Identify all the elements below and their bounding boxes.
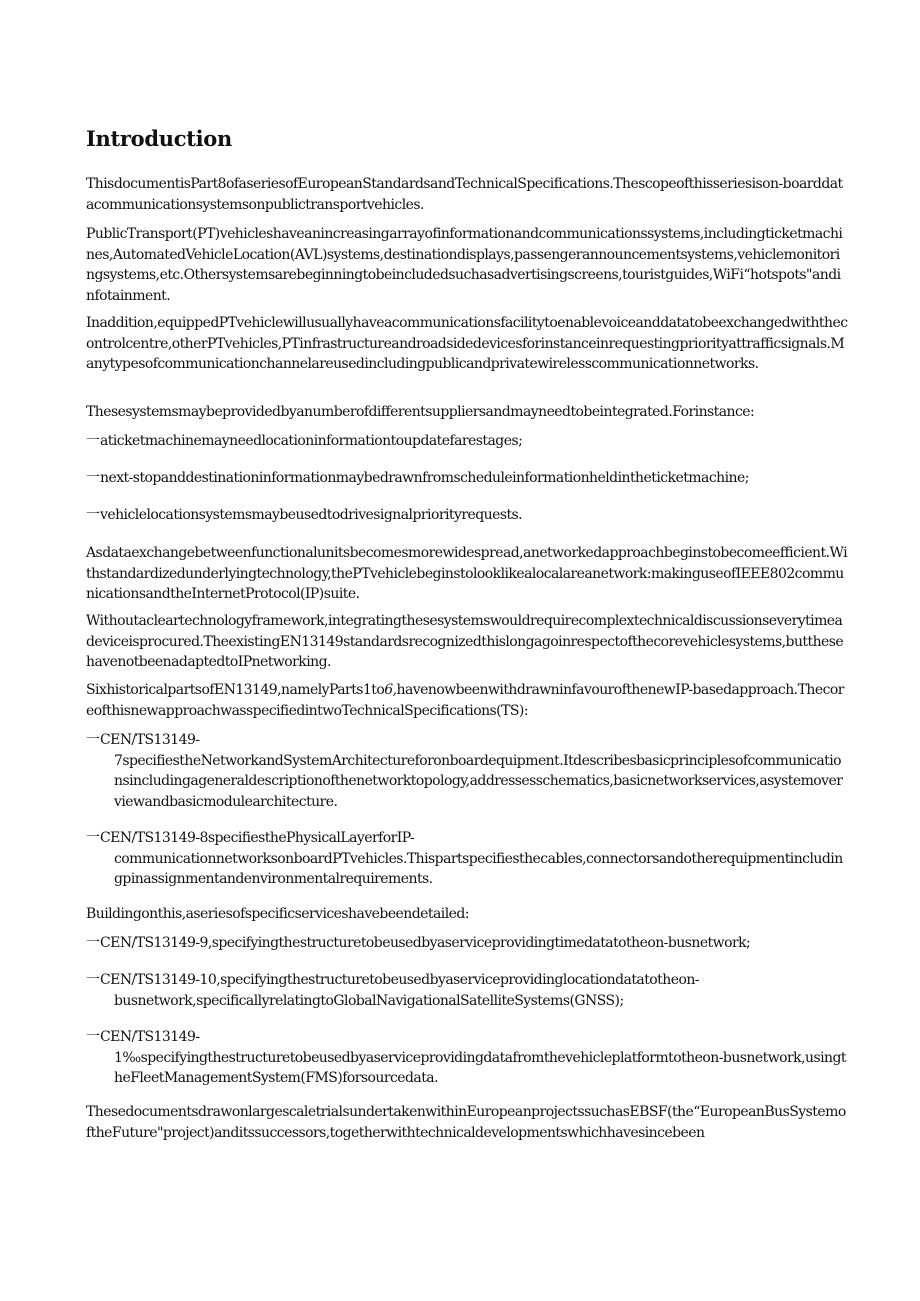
list-item-text: busnetwork,specificallyrelatingtoGlobalNavigationalSatelliteSystems(GNSS); — [114, 992, 624, 1009]
paragraph-pt-systems: PublicTransport(PT)vehicleshaveanincreasingarrayofinformationandcommunicationssystems,includingticketmachines,AutomatedVehicleLocation(AVL)systems,destinationdisplays,passengerannouncementsystems,vehiclemonitoringsystems,etc.Othersystemsarebeginningtobeincludedsuchasadvertisingscreens,touristguides,WiFi“hotspots"andinfotainment. — [86, 226, 843, 304]
list-item-text: 1‰specifyingthestructuretobeusedbyaserviceprovidingdatafromthevehicleplatformtotheon-busnetwork,usingtheFleetManagementSystem(FMS)forsourcedata. — [114, 1049, 846, 1086]
list-item — [86, 505, 848, 526]
list-dash: 一 — [86, 433, 100, 449]
list-item — [86, 849, 848, 890]
list-item-text: CEN/TS13149-10,specifyingthestructuretobeusedbyaserviceprovidinglocationdatatotheon- — [100, 972, 699, 988]
paragraph-networked-approach: Asdataexchangebetweenfunctionalunitsbecomesmorewidespread,anetworkedapproachbeginstobecomeefficient.Withstandardizedunderlyingtechnology,thePTvehiclebeginstolooklikealocalareanetwork:makinguseofIEEE802communicationsandtheInternetProtocol(IP)suite. — [86, 545, 848, 602]
list-item-text: CEN/TS13149-8specifiesthePhysicalLayerforIP- — [100, 830, 415, 846]
list-dash: 一 — [86, 507, 100, 523]
list-item-text: 7specifiestheNetworkandSystemArchitectureforonboardequipment.Itdescribesbasicprinciplesofcommunicationsincludingageneraldescriptionofthenetworktopology,addressesschematics,basicnetworkservices,asystemoverviewandbasicmodulearchitecture. — [114, 752, 843, 810]
list-dash: 一 — [86, 732, 100, 748]
list-dash: 一 — [86, 972, 100, 988]
list-item — [86, 933, 848, 954]
list-item — [86, 1048, 848, 1089]
list-item-text: CEN/TS13149- — [100, 732, 200, 748]
list-item — [86, 991, 848, 1012]
paragraph-integration: Thesesystemsmaybeprovidedbyanumberofdifferentsuppliersandmayneedtobeintegrated.Forinstance: — [86, 404, 755, 420]
paragraph-communications: Inaddition,equippedPTvehiclewillusuallyhaveacommunicationsfacilitytoenablevoiceanddatatobeexchangedwiththecontrolcentre,otherPTvehicles,PTinfrastructureandroadsidedevicesforinstanceinrequestingpriorityattrafficsignals.Manytypesofcommunicationchannelareusedincludingpublicandprivatewirelesscommunicationnetworks. — [86, 315, 848, 372]
list-item-text: vehiclelocationsystemsmaybeusedtodrivesignalpriorityrequests. — [100, 507, 523, 523]
paragraph-framework: Withoutacleartechnologyframework,integratingthesesystemswouldrequirecomplextechnicaldiscussionseverytimeadeviceisprocured.TheexistingEN13149standardsrecognizedthislongagoinrespectofthecorevehiclesystems,butthesehavenotbeenadaptedtoIPnetworking. — [86, 613, 844, 670]
list-dash: 一 — [86, 470, 100, 486]
paragraph-trials: ThesedocumentsdrawonlargescaletrialsundertakenwithinEuropeanprojectssuchasEBSF(the“EuropeanBusSystemoftheFuture"project)anditssuccessors,togetherwithtechnicaldevelopmentswhichhavesincebeen — [86, 1104, 846, 1141]
list-item — [86, 468, 848, 489]
list-item-text: next-stopanddestinationinformationmaybedrawnfromscheduleinformationheldintheticketmachine; — [100, 470, 749, 486]
list-dash: 一 — [86, 1029, 100, 1045]
list-item-text: aticketmachinemayneedlocationinformationtoupdatefarestages; — [100, 433, 523, 449]
historical-parts-text: SixhistoricalpartsofEN13149,namelyParts1to — [86, 682, 385, 698]
list-item-text: CEN/TS13149-9,specifyingthestructuretobeusedbyaserviceprovidingtimedatatotheon-busnetwork; — [100, 935, 751, 951]
list-item — [86, 1027, 848, 1048]
historical-parts-italic: 6, — [384, 682, 397, 698]
paragraph-historical-parts — [86, 680, 848, 721]
list-item — [86, 431, 848, 452]
list-dash: 一 — [86, 830, 100, 846]
historical-parts-rest: havenowbeenwithdrawninfavourofthenewIP-basedapproach.ThecoreofthisnewapproachwasspecifiedintwoTechnicalSpecifications(TS): — [86, 682, 844, 719]
list-item-text: communicationnetworksonboardPTvehicles.Thispartspecifiesthecables,connectorsandotherequipmentincludingpinassignmentandenvironmentalrequirements. — [114, 850, 843, 887]
list-item — [86, 828, 848, 849]
list-item-text: CEN/TS13149- — [100, 1029, 200, 1045]
list-dash: 一 — [86, 935, 100, 951]
list-item — [86, 751, 848, 813]
page-title: Introduction — [86, 126, 232, 151]
paragraph-scope: ThisdocumentisPart8ofaseriesofEuropeanStandardsandTechnicalSpecifications.Thescopeofthisseriesison-boarddatacommunicationsystemsonpublictransportvehicles. — [86, 176, 843, 213]
list-item — [86, 730, 848, 751]
paragraph-services: Buildingonthis,aseriesofspecificserviceshavebeendetailed: — [86, 906, 469, 922]
list-item — [86, 970, 848, 991]
